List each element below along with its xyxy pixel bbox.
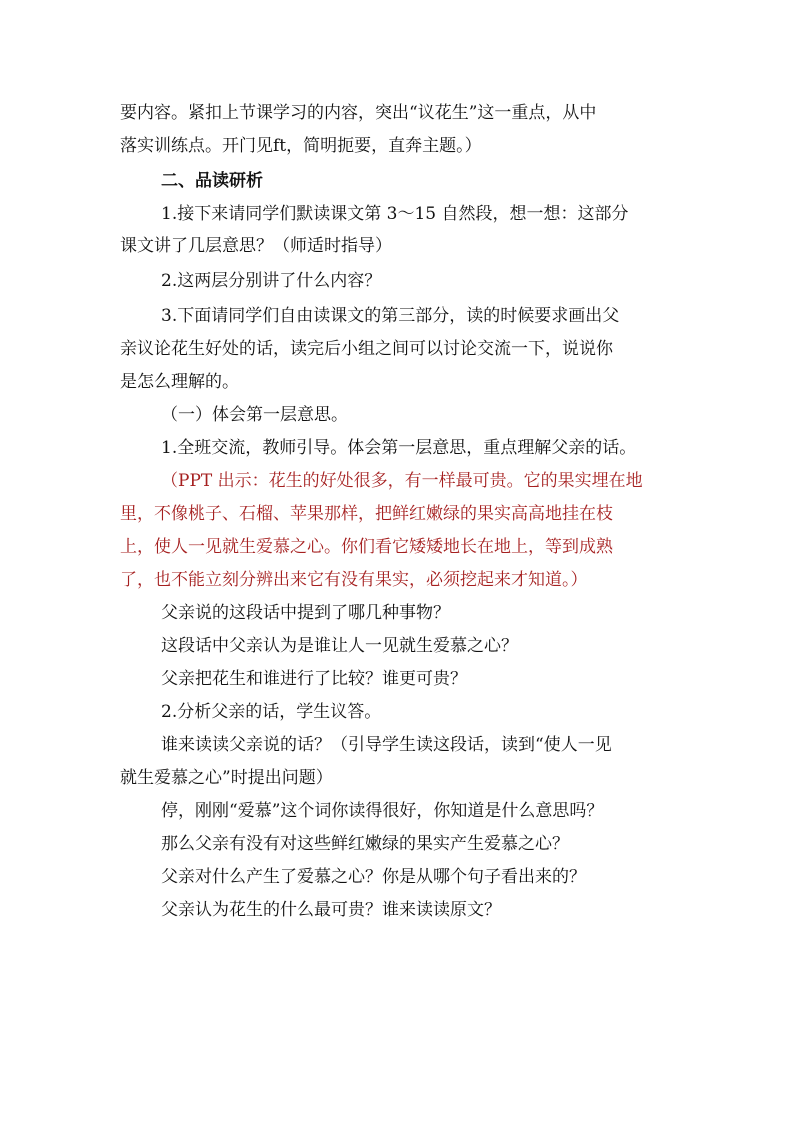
paragraph-line: 是怎么理解的。 (120, 372, 239, 392)
quote-line: （PPT 出示：花生的好处很多，有一样最可贵。它的果实埋在地 (161, 471, 643, 491)
paragraph-line: 3.下面请同学们自由读课文的第三部分，读的时候要求画出父 (161, 306, 620, 326)
paragraph-line: 课文讲了几层意思？（师适时指导） (120, 236, 392, 256)
paragraph-line: 落实训练点。开门见ft，简明扼要，直奔主题。） (120, 136, 482, 156)
question-line: 父亲把花生和谁进行了比较？谁更可贵？ (161, 669, 467, 689)
question-line: 这段话中父亲认为是谁让人一见就生爱慕之心？ (161, 636, 518, 656)
quote-line: 上，使人一见就生爱慕之心。你们看它矮矮地长在地上，等到成熟 (120, 537, 613, 557)
paragraph-line: 1.接下来请同学们默读课文第 3～15 自然段，想一想：这部分 (161, 204, 629, 224)
question-line: 停，刚刚“爱慕”这个词你读得很好，你知道是什么意思吗？ (161, 801, 604, 821)
section-heading: 二、品读研析 (161, 171, 263, 191)
question-line: 父亲认为花生的什么最可贵？谁来读读原文？ (161, 900, 501, 920)
question-line: 父亲说的这段话中提到了哪几种事物？ (161, 603, 450, 623)
subsection-heading: （一）体会第一层意思。 (161, 405, 348, 425)
quote-line: 里，不像桃子、石榴、苹果那样，把鲜红嫩绿的果实高高地挂在枝 (120, 504, 613, 524)
question-line: 父亲对什么产生了爱慕之心？你是从哪个句子看出来的？ (161, 867, 586, 887)
question-line: 那么父亲有没有对这些鲜红嫩绿的果实产生爱慕之心？ (161, 834, 569, 854)
paragraph-line: 2.这两层分别讲了什么内容？ (161, 271, 382, 291)
paragraph-line: 谁来读读父亲说的话？（引导学生读这段话，读到“使人一见 (161, 735, 612, 755)
paragraph-line: 亲议论花生好处的话，读完后小组之间可以讨论交流一下，说说你 (120, 339, 613, 359)
paragraph-line: 2.分析父亲的话，学生议答。 (161, 702, 382, 722)
paragraph-line: 就生爱慕之心”时提出问题） (120, 768, 333, 788)
paragraph-line: 要内容。紧扣上节课学习的内容，突出“议花生”这一重点，从中 (120, 103, 597, 123)
quote-line: 了，也不能立刻分辨出来它有没有果实，必须挖起来才知道。） (120, 570, 588, 590)
paragraph-line: 1.全班交流，教师引导。体会第一层意思，重点理解父亲的话。 (161, 438, 637, 458)
